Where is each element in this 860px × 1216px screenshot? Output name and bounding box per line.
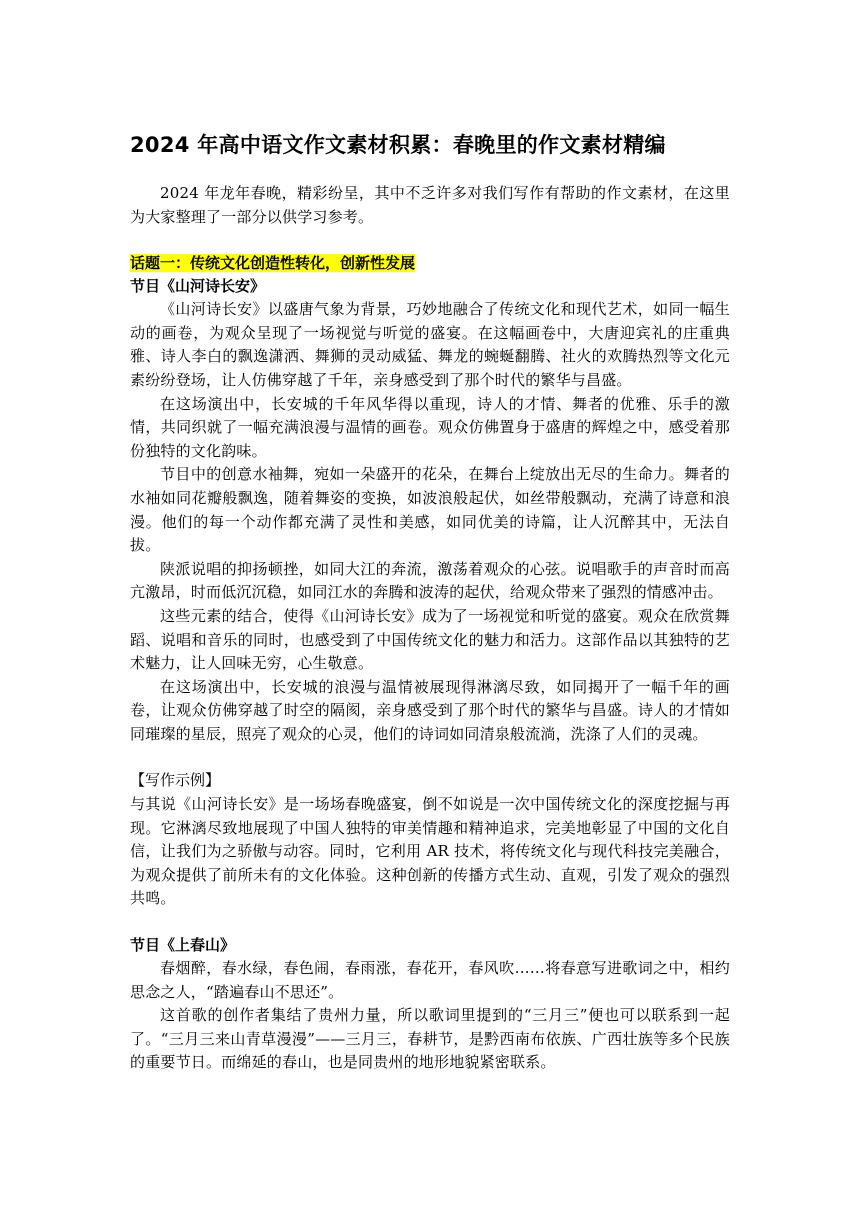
intro-paragraph: 2024 年龙年春晚，精彩纷呈，其中不乏许多对我们写作有帮助的作文素材，在这里为大家整理了一部分以供学习参考。 xyxy=(130,184,730,226)
spacer xyxy=(130,746,730,769)
highlighted-topic-text: 话题一：传统文化创造性转化，创新性发展 xyxy=(130,254,416,273)
program-heading-shangchunshan: 节目《上春山》 xyxy=(130,936,236,955)
body-paragraph: 这些元素的结合，使得《山河诗长安》成为了一场视觉和听觉的盛宴。观众在欣赏舞蹈、说唱和音乐的同时，也感受到了中国传统文化的魅力和活力。这部作品以其独特的艺术魅力，让人回味无穷，心生敬意。 xyxy=(130,606,730,673)
writing-example-heading: 【写作示例】 xyxy=(130,771,221,790)
body-paragraph: 这首歌的创作者集结了贵州力量，所以歌词里提到的“三月三”便也可以联系到一起了。“三月三来山青草漫漫”——三月三，春耕节，是黔西南布依族、广西壮族等多个民族的重要节日。而绵延的春山，也是同贵州的地形地貌紧密联系。 xyxy=(130,1006,730,1072)
body-paragraph: 《山河诗长安》以盛唐气象为背景，巧妙地融合了传统文化和现代艺术，如同一幅生动的画卷，为观众呈现了一场视觉与听觉的盛宴。在这幅画卷中，大唐迎宾礼的庄重典雅、诗人李白的飘逸潇洒、舞狮的灵动威猛、舞龙的蜿蜒翻腾、社火的欢腾热烈等文化元素纷纷登场，让人仿佛穿越了千年，亲身感受到了那个时代的繁华与昌盛。 xyxy=(130,300,730,389)
body-paragraph: 春烟醉，春水绿，春色闹，春雨涨，春花开，春风吹……将春意写进歌词之中，相约思念之人，“踏遍春山不思还”。 xyxy=(130,959,730,1001)
body-paragraph: 陕派说唱的抑扬顿挫，如同大江的奔流，激荡着观众的心弦。说唱歌手的声音时而高亢激昂，时而低沉沉稳，如同江水的奔腾和波涛的起伏，给观众带来了强烈的情感冲击。 xyxy=(130,559,730,602)
document-page xyxy=(130,130,730,1075)
document-title: 2024 年高中语文作文素材积累：春晚里的作文素材精编 xyxy=(130,133,666,157)
body-paragraph: 在这场演出中，长安城的浪漫与温情被展现得淋漓尽致，如同揭开了一幅千年的画卷，让观众仿佛穿越了时空的隔阂，亲身感受到了那个时代的繁华与昌盛。诗人的才情如同璀璨的星辰，照亮了观众的心灵，他们的诗词如同清泉般流淌，洗涤了人们的灵魂。 xyxy=(130,677,730,743)
body-paragraph: 在这场演出中，长安城的千年风华得以重现，诗人的才情、舞者的优雅、乐手的激情，共同织就了一幅充满浪漫与温情的画卷。观众仿佛置身于盛唐的辉煌之中，感受着那份独特的文化韵味。 xyxy=(130,394,730,460)
writing-example-paragraph: 与其说《山河诗长安》是一场场春晚盛宴，倒不如说是一次中国传统文化的深度挖掘与再现。它淋漓尽致地展现了中国人独特的审美情趣和精神追求，完美地彰显了中国的文化自信，让我们为之骄傲与动容。同时，它利用 AR 技术，将传统文化与现代科技完美融合，为观众提供了前所未有的文化体验。这种创新的传播方式生动、直观，引发了观众的强烈共鸣。 xyxy=(130,795,730,908)
topic-heading xyxy=(130,252,730,275)
body-paragraph: 节目中的创意水袖舞，宛如一朵盛开的花朵，在舞台上绽放出无尽的生命力。舞者的水袖如同花瓣般飘逸，随着舞姿的变换，如波浪般起伏，如丝带般飘动，充满了诗意和浪漫。他们的每一个动作都充满了灵性和美感，如同优美的诗篇，让人沉醉其中，无法自拔。 xyxy=(130,465,730,555)
spacer xyxy=(130,911,730,934)
program-heading-shanhe: 节目《山河诗长安》 xyxy=(130,277,266,296)
